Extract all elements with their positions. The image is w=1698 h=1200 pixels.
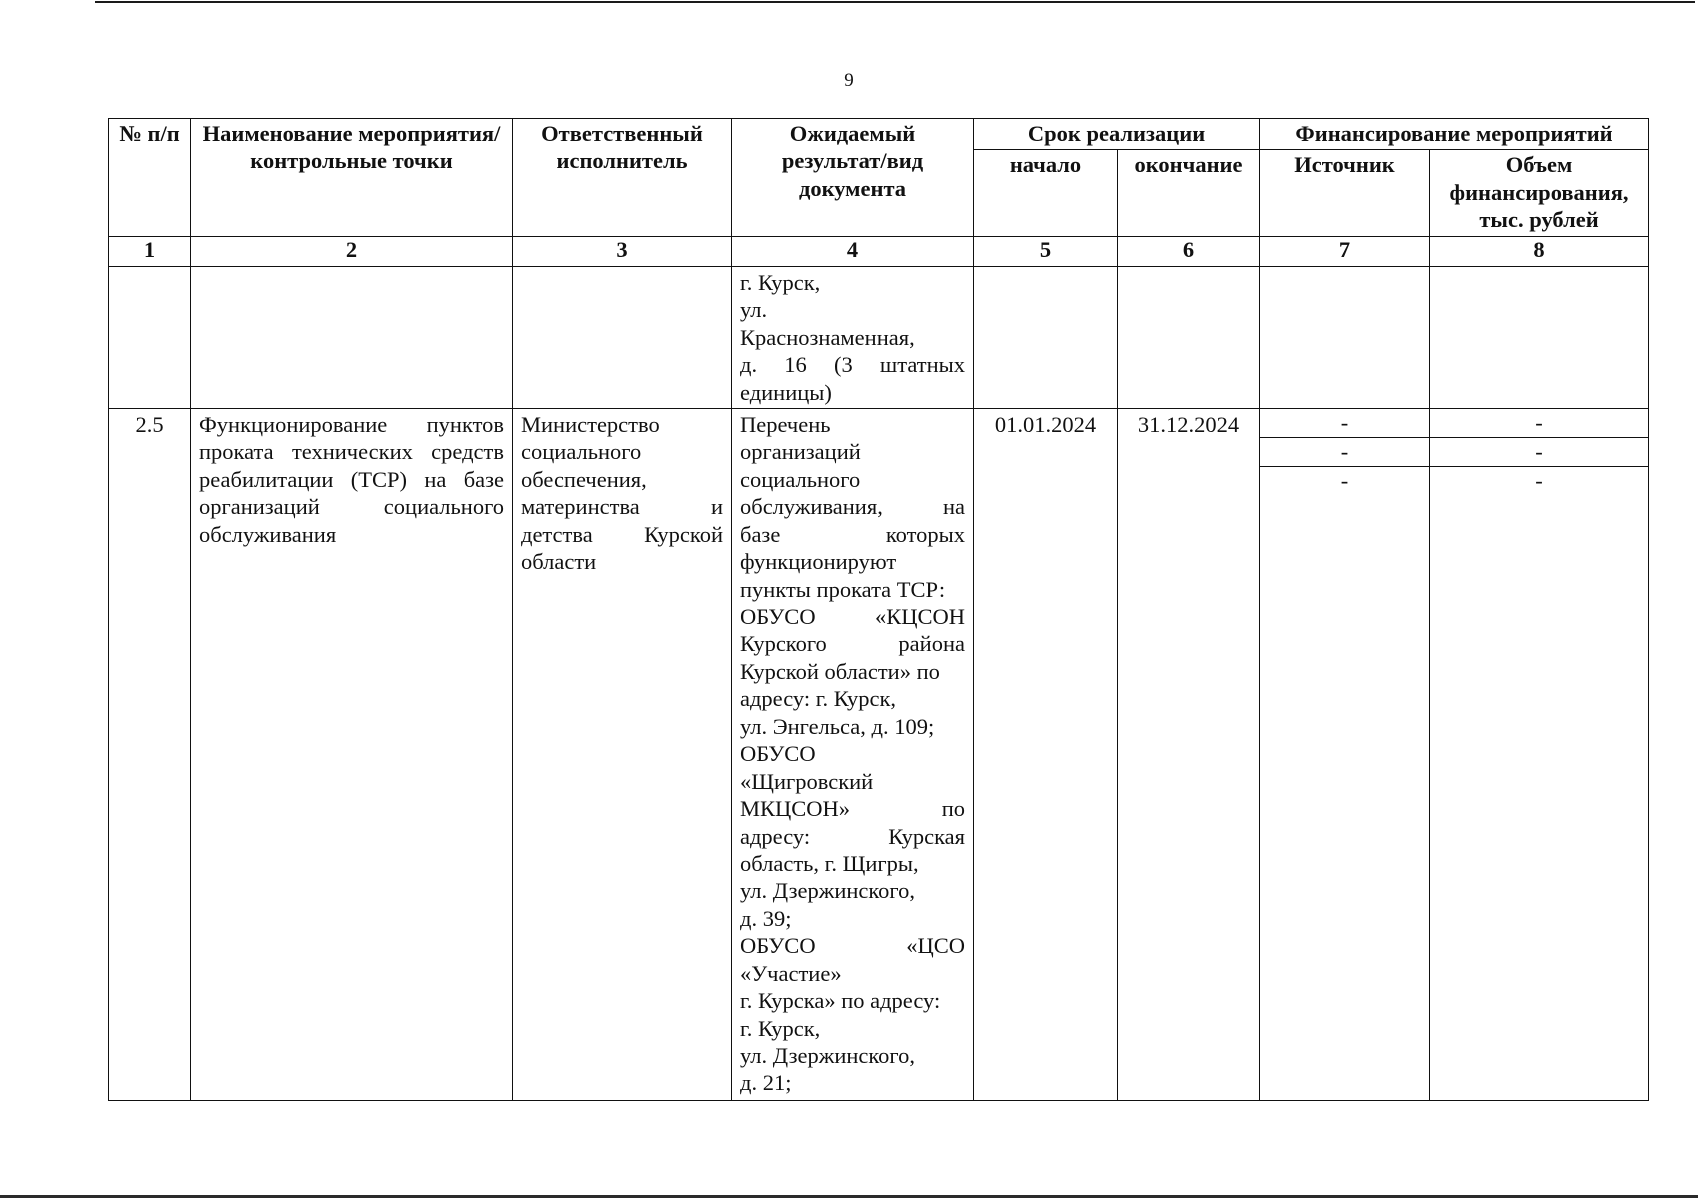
header-source: Источник [1260,150,1430,236]
result-line: Курской области» по [740,658,940,684]
header-result: Ожидаемый результат/вид документа [732,119,974,237]
result-line: адресу: Курская [740,823,965,849]
result-line: «Щигровский [740,768,874,794]
result-line: ОБУСО [740,741,816,767]
activity-name: Функционирование пунктов проката технических средств реабилитации (ТСР) на базе организаций социального обслуживания [191,408,513,1100]
result-line: Краснознаменная, [740,324,915,350]
result-line: ул. Дзержинского, [740,1043,915,1068]
funding-source: - [1260,438,1429,467]
result-line: «Участие» [740,960,842,986]
header-end: окончание [1118,150,1260,236]
result-line: ул. Энгельса, д. 109; [740,713,935,739]
result-line: Курского района [740,631,965,657]
cell-empty [1118,266,1260,408]
expected-result-lines [740,411,965,1097]
result-line: ул. Дзержинского, [740,878,915,904]
result-line: г. Курск, [740,269,821,295]
cell-empty [1430,266,1649,408]
row-number: 2.5 [109,408,191,1100]
scan-edge-top [95,1,1695,3]
cell-empty [1260,266,1430,408]
start-date: 01.01.2024 [974,408,1118,1100]
column-number: 4 [732,236,974,266]
column-number: 8 [1430,236,1649,266]
result-line: пункты проката ТСР: [740,576,946,602]
funding-volume: - [1430,409,1648,438]
funding-source: - [1340,467,1349,493]
funding-volume: - [1535,467,1543,493]
header-row-1 [109,119,1649,150]
header-financing: Финансирование мероприятий [1260,119,1649,150]
column-number: 1 [109,236,191,266]
funding-volume-cell [1430,408,1649,1100]
result-line: область, г. Щигры, [740,850,919,876]
result-line: ул. [740,297,768,323]
result-line: д. 39; [740,905,792,931]
cell-empty [513,266,732,408]
result-line: адресу: г. Курск, [740,686,897,712]
column-number: 2 [191,236,513,266]
result-line: ОБУСО «ЦСО [740,933,965,959]
result-line: единицы) [740,379,832,405]
header-period: Срок реализации [974,119,1260,150]
header-name: Наименование мероприятия/контрольные точки [191,119,513,237]
continued-result-lines [740,269,965,406]
end-date: 31.12.2024 [1118,408,1260,1100]
result-line: д. 21; [740,1070,792,1096]
result-line: МКЦСОН» по [740,796,965,822]
activity-plan-table [108,118,1649,1101]
result-line: базе которых [740,521,965,547]
result-line: функционируют [740,549,897,575]
header-num: № п/п [109,119,191,237]
continued-result-cell [732,266,974,408]
result-line: г. Курск, [740,1015,821,1041]
responsible-executor: Министерство социального обеспечения, материнства и детства Курской области [513,408,732,1100]
header-start: начало [974,150,1118,236]
result-line: обслуживания, на [740,494,965,520]
column-number: 3 [513,236,732,266]
result-line: ОБУСО «КЦСОН [740,604,965,629]
result-line: социального [740,466,861,492]
page-number: 9 [844,70,854,91]
table-row-2-5 [109,408,1649,1100]
header-executor: Ответственный исполнитель [513,119,732,237]
funding-volume: - [1430,438,1648,467]
column-number-row [109,236,1649,266]
expected-result-cell [732,408,974,1100]
result-line: Перечень [740,411,831,437]
header-volume: Объем финансирования, тыс. рублей [1430,150,1649,236]
cell-empty [974,266,1118,408]
cell-empty [191,266,513,408]
column-number: 7 [1260,236,1430,266]
column-number: 6 [1118,236,1260,266]
cell-empty [109,266,191,408]
column-number: 5 [974,236,1118,266]
result-line: организаций [740,439,861,465]
funding-source-cell [1260,408,1430,1100]
funding-source: - [1260,409,1429,438]
table-row-continued [109,266,1649,408]
result-line: д. 16 (3 штатных [740,352,965,378]
scan-edge-bottom [0,1195,1698,1198]
result-line: г. Курска» по адресу: [740,988,941,1014]
